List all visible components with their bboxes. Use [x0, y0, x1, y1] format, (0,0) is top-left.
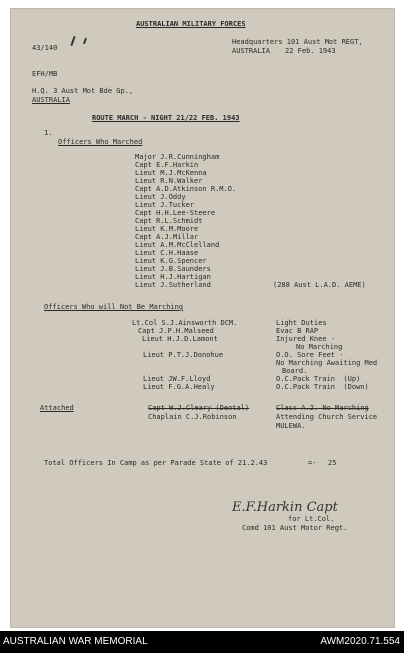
- officer-name: Lieut J.Tucker: [135, 201, 195, 209]
- signature-command-line: Comd 101 Aust Motor Regt.: [242, 524, 348, 532]
- officer-name: Lieut R.N.Walker: [135, 177, 203, 185]
- officer-name: Capt H.H.Lee-Steere: [135, 209, 216, 217]
- signature-for-line: for Lt.Col.: [288, 515, 335, 523]
- attached-officer: Chaplain C.J.Robinson: [148, 413, 237, 421]
- attached-reason-place: MULEWA.: [276, 422, 306, 430]
- officer-reason: Light Duties: [276, 319, 327, 327]
- officer-name: Lieut P.T.J.Donohue: [143, 351, 224, 359]
- officer-unit-note: (288 Aust L.A.D. AEME): [273, 281, 366, 289]
- officer-name: Major J.R.Cunningham: [135, 153, 220, 161]
- officer-name: Lieut JW.F.Lloyd: [143, 375, 211, 383]
- subject-line: ROUTE MARCH - NIGHT 21/22 FEB. 1943: [92, 114, 240, 122]
- footer-institution: AUSTRALIAN WAR MEMORIAL: [3, 636, 148, 647]
- ink-mark: [70, 36, 75, 46]
- footer-accession: AWM2020.71.554: [320, 636, 400, 647]
- attached-officer-struck: Capt W.J.Cleary (Dental): [148, 404, 250, 412]
- from-country: AUSTRALIA: [232, 47, 270, 55]
- officer-name: Lieut K.G.Spencer: [135, 257, 207, 265]
- officer-name: Capt E.F.Harkin: [135, 161, 199, 169]
- officer-name: Capt J.P.H.Malseed: [138, 327, 214, 335]
- to-address: H.Q. 3 Aust Mot Bde Gp.,: [32, 87, 134, 95]
- section-heading-not-marching: Officers Who will Not Be Marching: [44, 303, 184, 311]
- officer-name: Lieut C.H.Haase: [135, 249, 199, 257]
- archive-footer: [0, 631, 404, 653]
- officer-reason: O.O. Sore Feet -: [276, 351, 344, 359]
- officer-name: Lieut H.J.Hartigan: [135, 273, 211, 281]
- reference-number: 43/140: [32, 44, 58, 52]
- officer-name: Lieut M.J.McKenna: [135, 169, 207, 177]
- section-heading-marched: Officers Who Marched: [58, 138, 143, 146]
- from-address: Headquarters 101 Aust Mot REGT,: [232, 38, 363, 46]
- officer-name: Lieut J.B.Saunders: [135, 265, 211, 273]
- officer-name: Lieut F.G.A.Healy: [143, 383, 215, 391]
- letter-date: 22 Feb. 1943: [285, 47, 336, 55]
- document-title: AUSTRALIAN MILITARY FORCES: [136, 20, 246, 28]
- officer-reason: Injured Knee -: [276, 335, 336, 343]
- total-label: Total Officers In Camp as per Parade State of 21.2.43: [44, 459, 268, 467]
- officer-name: Lieut A.M.McClelland: [135, 241, 220, 249]
- officer-name: Lt.Col S.J.Ainsworth DCM.: [132, 319, 238, 327]
- officer-name: Lieut J.Oddy: [135, 193, 186, 201]
- officer-name: Capt A.J.Millar: [135, 233, 199, 241]
- attached-reason: Attending Church Service: [276, 413, 378, 421]
- officer-reason: No Marching Awaiting Med: [276, 359, 378, 367]
- attached-label: Attached: [40, 404, 74, 412]
- officer-reason: O.C.Pack Train (Down): [276, 383, 369, 391]
- typist-initials: EFH/MB: [32, 70, 58, 78]
- section-number: 1.: [44, 129, 53, 137]
- officer-name: Lieut J.Sutherland: [135, 281, 211, 289]
- document-page: [10, 8, 395, 628]
- handwritten-signature: E.F.Harkin Capt: [232, 500, 338, 515]
- officer-name: Lieut H.J.D.Lamont: [142, 335, 218, 343]
- officer-reason: Board.: [282, 367, 308, 375]
- ink-mark: [83, 38, 87, 44]
- total-separator: =-: [308, 459, 317, 467]
- officer-name: Capt R.L.Schmidt: [135, 217, 203, 225]
- officer-reason: No Marching: [296, 343, 343, 351]
- attached-reason-struck: Class A.2. No Marching: [276, 404, 369, 412]
- officer-name: Lieut K.M.Moore: [135, 225, 199, 233]
- officer-name: Capt A.D.Atkinson R.M.O.: [135, 185, 237, 193]
- total-value: 25: [328, 459, 337, 467]
- officer-reason: Evac B RAP: [276, 327, 319, 335]
- to-country: AUSTRALIA: [32, 96, 70, 104]
- officer-reason: O.C.Pack Train (Up): [276, 375, 361, 383]
